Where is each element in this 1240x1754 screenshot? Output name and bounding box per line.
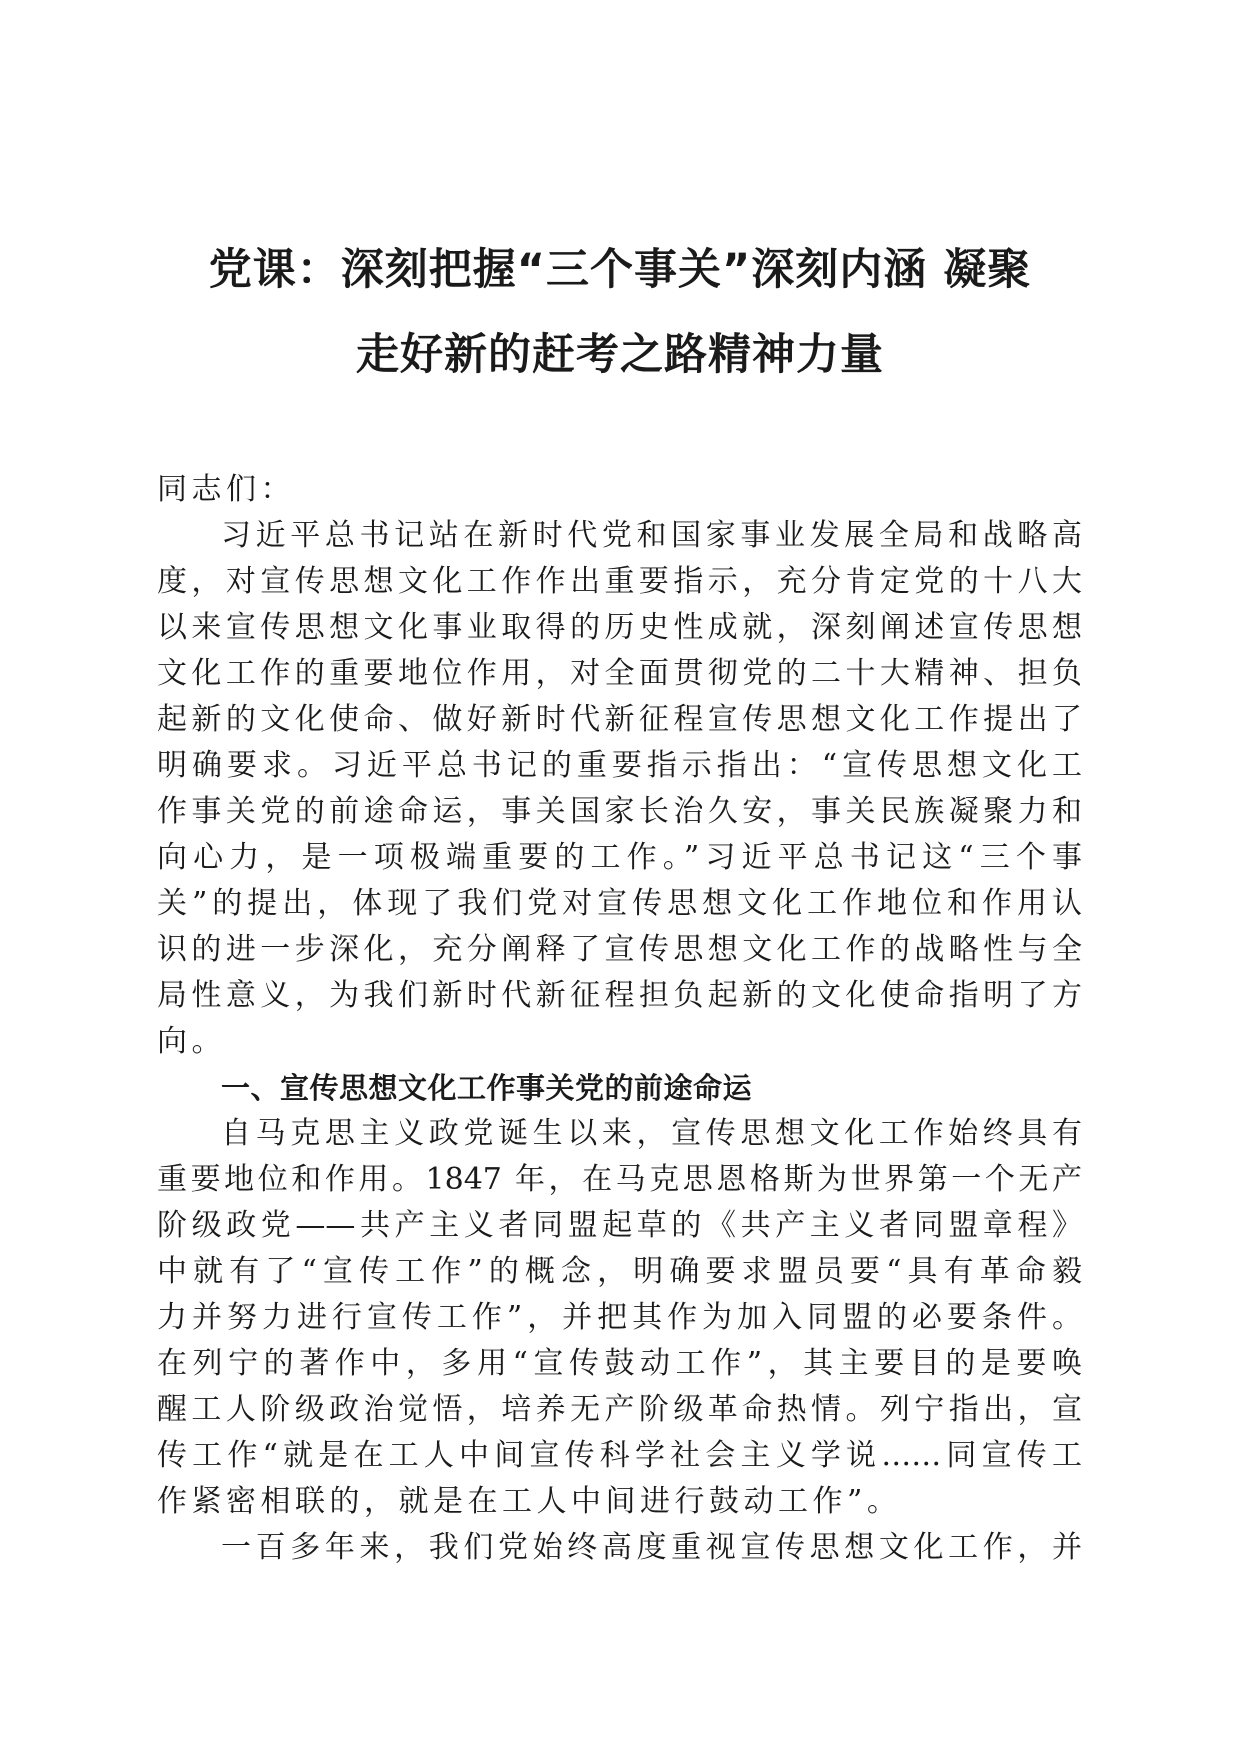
paragraph-line: 局性意义，为我们新时代新征程担负起新的文化使命指明了方 — [157, 978, 1082, 1013]
paragraph-line: 重要地位和作用。1847 年，在马克思恩格斯为世界第一个无产 — [157, 1162, 1082, 1197]
paragraph-line: 习近平总书记站在新时代党和国家事业发展全局和战略高 — [221, 518, 1082, 553]
document-body — [157, 467, 1082, 1571]
paragraph-line: 自马克思主义政党诞生以来，宣传思想文化工作始终具有 — [221, 1116, 1082, 1151]
paragraph-line: 传工作“就是在工人中间宣传科学社会主义学说……同宣传工 — [157, 1438, 1082, 1473]
paragraph-line: 以来宣传思想文化事业取得的历史性成就，深刻阐述宣传思想 — [157, 610, 1082, 645]
paragraph-line: 关”的提出，体现了我们党对宣传思想文化工作地位和作用认 — [157, 886, 1082, 921]
title-line-1: 党课：深刻把握“三个事关”深刻内涵 凝聚 — [208, 245, 1032, 295]
paragraph-line: 文化工作的重要地位作用，对全面贯彻党的二十大精神、担负 — [157, 656, 1082, 691]
paragraph-line: 向心力，是一项极端重要的工作。”习近平总书记这“三个事 — [157, 840, 1082, 875]
paragraph-line: 作紧密相联的，就是在工人中间进行鼓动工作”。 — [157, 1484, 902, 1519]
paragraph-line: 中就有了“宣传工作”的概念，明确要求盟员要“具有革命毅 — [157, 1254, 1082, 1289]
paragraph-line: 向。 — [157, 1024, 226, 1059]
paragraph-line: 起新的文化使命、做好新时代新征程宣传思想文化工作提出了 — [157, 702, 1082, 737]
paragraph-line: 阶级政党——共产主义者同盟起草的《共产主义者同盟章程》 — [157, 1208, 1082, 1243]
section-heading-1: 一、宣传思想文化工作事关党的前途命运 — [221, 1071, 753, 1105]
paragraph-line: 醒工人阶级政治觉悟，培养无产阶级革命热情。列宁指出，宣 — [157, 1392, 1082, 1427]
paragraph-line: 一百多年来，我们党始终高度重视宣传思想文化工作，并 — [221, 1530, 1082, 1565]
paragraph-line: 力并努力进行宣传工作”，并把其作为加入同盟的必要条件。 — [157, 1300, 1082, 1335]
document-title — [150, 228, 1090, 398]
paragraph-line: 度，对宣传思想文化工作作出重要指示，充分肯定党的十八大 — [157, 564, 1082, 599]
paragraph-line: 在列宁的著作中，多用“宣传鼓动工作”，其主要目的是要唤 — [157, 1346, 1082, 1381]
paragraph-line: 明确要求。习近平总书记的重要指示指出：“宣传思想文化工 — [157, 748, 1082, 783]
salutation: 同志们： — [157, 472, 295, 507]
paragraph-line: 识的进一步深化，充分阐释了宣传思想文化工作的战略性与全 — [157, 932, 1082, 967]
paragraph-line: 作事关党的前途命运，事关国家长治久安，事关民族凝聚力和 — [157, 794, 1082, 829]
title-line-2: 走好新的赶考之路精神力量 — [356, 330, 884, 380]
